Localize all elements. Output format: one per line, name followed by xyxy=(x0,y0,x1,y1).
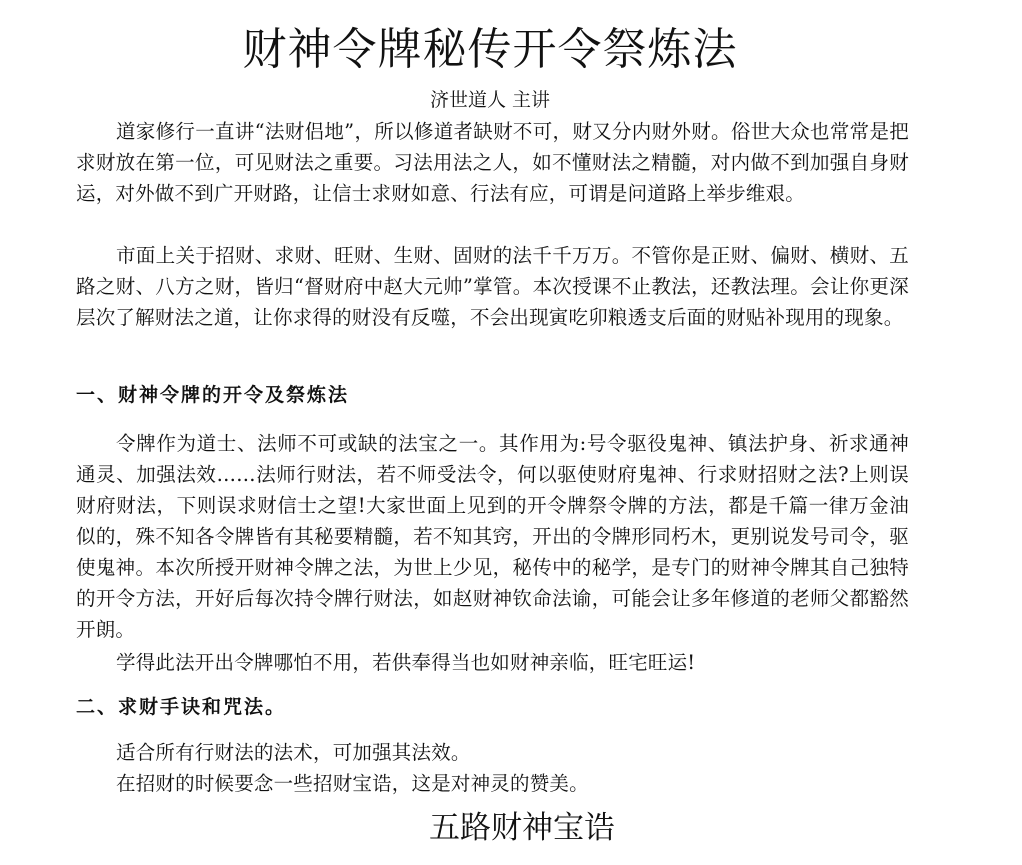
author-line: 济世道人 主讲 xyxy=(429,89,551,111)
section2-subtitle: 五路财神宝诰 xyxy=(429,810,615,846)
intro-paragraph: 市面上关于招财、求财、旺财、生财、固财的法千千万万。不管你是正财、偏财、横财、五路之财、八方之财，皆归“督财府中赵大元帅”掌管。本次授课不止教法，还教法理。会让你更深层次了解财法之道，让你求得的财没有反噬，不会出现寅吃卯粮透支后面的财贴补现用的现象。 xyxy=(76,244,909,329)
document-title: 财神令牌秘传开令祭炼法 xyxy=(242,24,738,75)
section2-line: 在招财的时候要念一些招财宝诰，这是对神灵的赞美。 xyxy=(116,772,589,795)
section2-line: 适合所有行财法的法术，可加强其法效。 xyxy=(116,741,471,764)
section1-paragraph: 学得此法开出令牌哪怕不用，若供奉得当也如财神亲临，旺宅旺运! xyxy=(116,651,696,674)
section-heading-1: 一、财神令牌的开令及祭炼法 xyxy=(76,384,350,406)
intro-paragraph: 道家修行一直讲“法财侣地”，所以修道者缺财不可，财又分内财外财。俗世大众也常常是把求财放在第一位，可见财法之重要。习法用法之人，如不懂财法之精髓，对内做不到加强自身财运，对外做不到广开财路，让信士求财如意、行法有应，可谓是问道路上举步维艰。 xyxy=(76,120,909,205)
section1-paragraph: 令牌作为道士、法师不可或缺的法宝之一。其作用为:号令驱役鬼神、镇法护身、祈求通神通灵、加强法效……法师行财法，若不师受法令，何以驱使财府鬼神、行求财招财之法?上则误财府财法，下则误求财信士之望!大家世面上见到的开令牌祭令牌的方法，都是千篇一律万金油似的，殊不知各令牌皆有其秘要精髓，若不知其窍，开出的令牌形同朽木，更别说发号司令，驱使鬼神。本次所授开财神令牌之法，为世上少见，秘传中的秘学，是专门的财神令牌其自己独特的开令方法，开好后每次持令牌行财法，如赵财神钦命法谕，可能会让多年修道的老师父都豁然开朗。 xyxy=(76,432,909,641)
section-heading-2: 二、求财手诀和咒法。 xyxy=(76,696,287,718)
